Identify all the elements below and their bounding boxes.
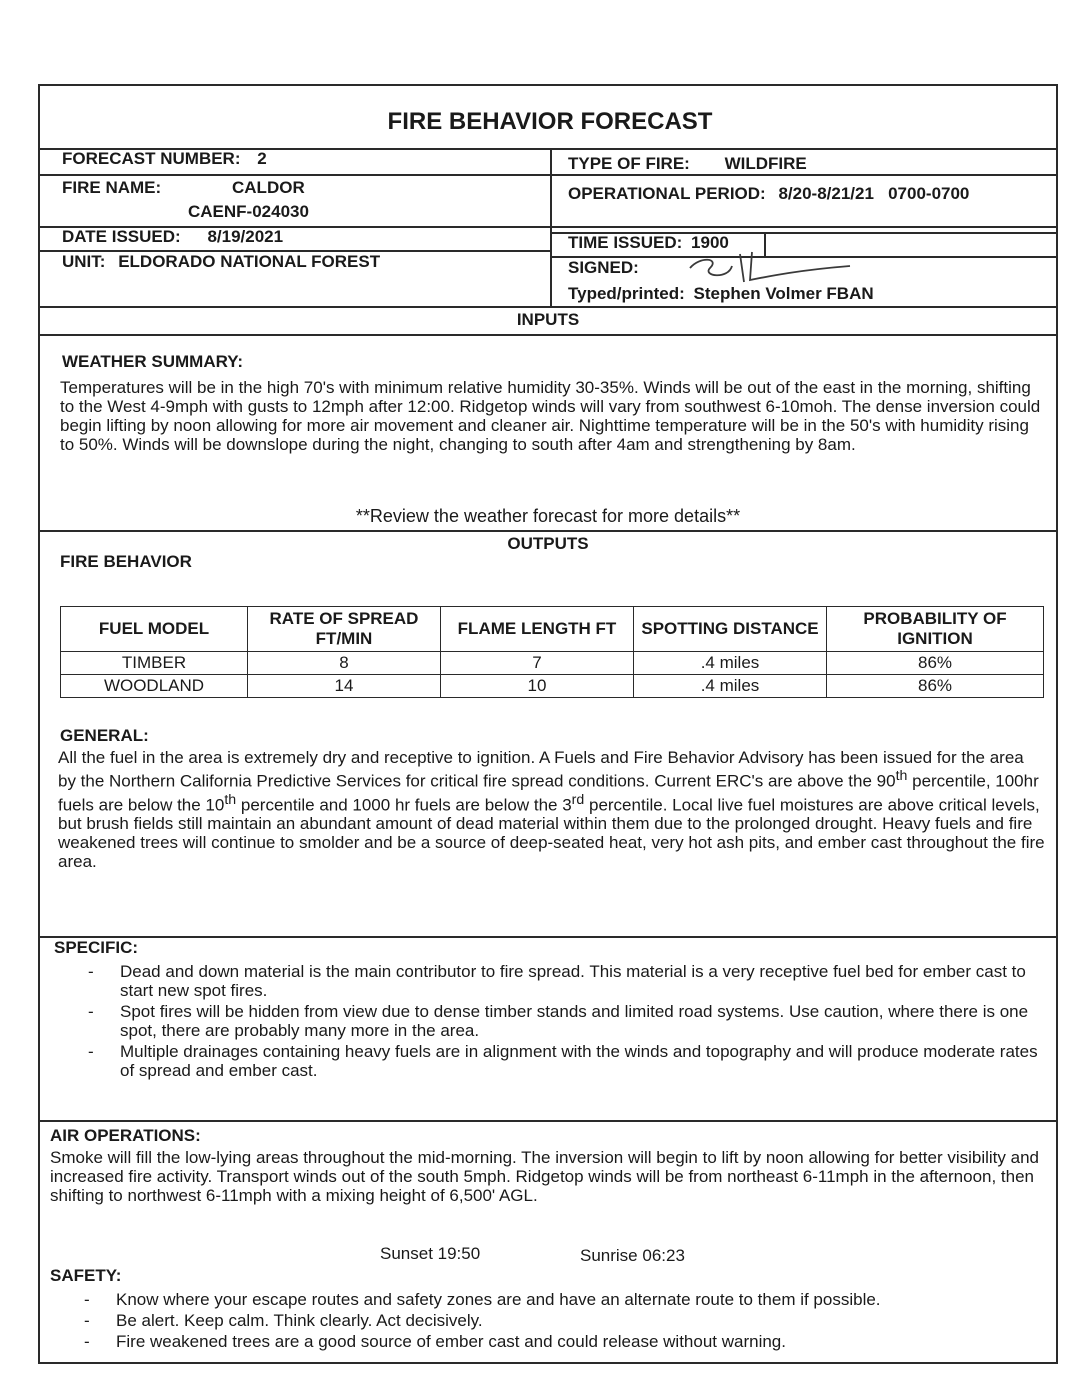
time-issued-label: TIME ISSUED:: [568, 233, 683, 252]
forecast-number-label: FORECAST NUMBER:: [62, 149, 241, 168]
fire-name-value: CALDOR: [232, 178, 305, 197]
list-item-text: Multiple drainages containing heavy fuels are in alignment with the winds and topography and will produce moderate rates of spread and ember cast.: [120, 1042, 1038, 1080]
unit-value: ELDORADO NATIONAL FOREST: [118, 252, 381, 271]
signature-icon: [680, 246, 860, 286]
time-issued-value: 1900: [691, 233, 729, 252]
type-of-fire-row: [568, 154, 807, 174]
list-item-text: Dead and down material is the main contributor to fire spread. This material is a very receptive fuel bed for ember cast to start new spot fires.: [120, 962, 1026, 1000]
col-flame-length: FLAME LENGTH FT: [441, 607, 634, 652]
list-item-text: Know where your escape routes and safety zones are and have an alternate route to them if possible.: [116, 1290, 881, 1309]
general-text-part: percentile. Local live fuel moistures are above critical levels, but brush fields still maintain an abundant amount of dead material within them due to the prolonged drought. Heavy fuels and fire weakened trees will continue to smolder and be a source of deep-seated heat, very hot ash pits, and ember cast throughout the fire area.: [58, 795, 1045, 872]
fire-id-value: CAENF-024030: [188, 202, 309, 221]
table-cell: WOODLAND: [61, 675, 248, 698]
air-operations-text: Smoke will fill the low-lying areas throughout the mid-morning. The inversion will begin to lift by noon allowing for better visibility and increased fire activity. Transport winds out of the south 5mph. Ridgetop winds will be from northeast 6-11mph in the afternoon, then shifting to northwest 6-11mph with a mixing height of 6,500' AGL.: [50, 1148, 1039, 1205]
operational-period-label: OPERATIONAL PERIOD:: [568, 184, 766, 203]
forecast-number-row: [62, 149, 267, 169]
divider: [40, 306, 1056, 308]
air-operations-heading: AIR OPERATIONS:: [50, 1126, 201, 1145]
table-row: [61, 652, 1044, 675]
forecast-form: [38, 84, 1058, 1364]
fire-behavior-heading: FIRE BEHAVIOR: [60, 552, 192, 571]
table-cell: 8: [248, 652, 441, 675]
col-fuel-model: FUEL MODEL: [61, 607, 248, 652]
typed-row: [568, 284, 874, 304]
table-cell: 7: [441, 652, 634, 675]
document-title: FIRE BEHAVIOR FORECAST: [387, 108, 713, 135]
specific-list: [60, 962, 1045, 1082]
general-text-part: All the fuel in the area is extremely dry and receptive to ignition. A Fuels and Fire Behavior Advisory has been issued for the area by the Northern California Predictive Services for critical fire spread conditions. Current ERC's are above the 90: [58, 748, 1024, 791]
fire-name-label: FIRE NAME:: [62, 178, 162, 197]
list-item: - Know where your escape routes and safety zones are and have an alternate route to them if possible.: [84, 1290, 881, 1309]
list-item: - Dead and down material is the main contributor to fire spread. This material is a very receptive fuel bed for ember cast to start new spot fires.: [88, 962, 1026, 1000]
sunset-time: Sunset 19:50: [380, 1244, 481, 1263]
superscript: th: [895, 768, 908, 784]
table-cell: .4 miles: [634, 675, 827, 698]
list-item-text: Spot fires will be hidden from view due to dense timber stands and limited road systems. Use caution, where there is one spot, there are probably many more in the area.: [120, 1002, 1029, 1040]
general-heading: GENERAL:: [60, 726, 149, 745]
date-issued-row: [62, 227, 283, 247]
typed-name-value: Stephen Volmer FBAN: [693, 284, 874, 303]
weather-summary-text: Temperatures will be in the high 70's with minimum relative humidity 30-35%. Winds will be out of the east in the morning, shifting to the West 4-9mph with gusts to 12mph after 12:00. Ridgetop winds will vary from southwest 6-10moh. The dense inversion could begin lifting by noon allowing for more air movement and cleaner air. Nighttime temperature will be in the 50's with humidity rising to 50%. Winds will be downslope during the night, changing to south after 4am and strengthening by 8am.: [60, 378, 1041, 454]
list-item: - Multiple drainages containing heavy fuels are in alignment with the winds and topography and will produce moderate rates of spread and ember cast.: [88, 1042, 1038, 1080]
divider: [550, 148, 552, 306]
col-spotting-distance: SPOTTING DISTANCE: [634, 607, 827, 652]
general-text: [58, 748, 1046, 871]
table-cell: TIMBER: [61, 652, 248, 675]
type-of-fire-label: TYPE OF FIRE:: [568, 154, 690, 173]
safety-list: [56, 1290, 1046, 1353]
specific-heading: SPECIFIC:: [54, 938, 139, 957]
list-item: - Be alert. Keep calm. Think clearly. Act decisively.: [84, 1311, 483, 1330]
operational-period-value: 8/20-8/21/21 0700-0700: [778, 184, 970, 203]
divider: [40, 1120, 1056, 1122]
list-item: - Fire weakened trees are a good source of ember cast and could release without warning.: [84, 1332, 786, 1351]
typed-label: Typed/printed:: [568, 284, 685, 303]
table-cell: 14: [248, 675, 441, 698]
outputs-heading: OUTPUTS: [507, 534, 589, 553]
weather-summary-heading: WEATHER SUMMARY:: [62, 352, 243, 371]
safety-heading: SAFETY:: [50, 1266, 122, 1285]
table-cell: .4 miles: [634, 652, 827, 675]
superscript: rd: [571, 791, 585, 808]
type-of-fire-value: WILDFIRE: [724, 154, 807, 173]
list-item: - Spot fires will be hidden from view due to dense timber stands and limited road systems. Use caution, where there is one spot, there are probably many more in the area.: [88, 1002, 1029, 1040]
general-text-part: percentile and 1000 hr fuels are below the 3: [236, 795, 572, 815]
list-item-text: Fire weakened trees are a good source of ember cast and could release without warning.: [116, 1332, 786, 1351]
table-cell: 86%: [827, 675, 1044, 698]
unit-label: UNIT:: [62, 252, 106, 271]
inputs-heading: INPUTS: [516, 310, 580, 329]
table-row: [61, 675, 1044, 698]
forecast-number-value: 2: [257, 149, 267, 168]
divider: [40, 174, 1056, 176]
general-text-part: percentile, 100hr fuels are below the 10: [58, 771, 1039, 815]
table-cell: 86%: [827, 652, 1044, 675]
divider: [40, 334, 1056, 336]
divider: [40, 530, 1056, 532]
unit-row: [62, 252, 380, 272]
date-issued-label: DATE ISSUED:: [62, 227, 181, 246]
divider: [40, 936, 1056, 938]
date-issued-value: 8/19/2021: [207, 227, 284, 246]
signed-label: SIGNED:: [568, 258, 639, 277]
sunrise-time: Sunrise 06:23: [580, 1246, 685, 1265]
col-rate-of-spread: RATE OF SPREAD FT/MIN: [248, 607, 441, 652]
col-probability-of-ignition: PROBABILITY OF IGNITION: [827, 607, 1044, 652]
review-note: **Review the weather forecast for more details**: [355, 506, 741, 526]
superscript: th: [224, 791, 237, 808]
operational-period-row: [568, 184, 969, 204]
table-cell: 10: [441, 675, 634, 698]
list-item-text: Be alert. Keep calm. Think clearly. Act decisively.: [116, 1311, 483, 1330]
fire-behavior-table: [60, 606, 1044, 698]
